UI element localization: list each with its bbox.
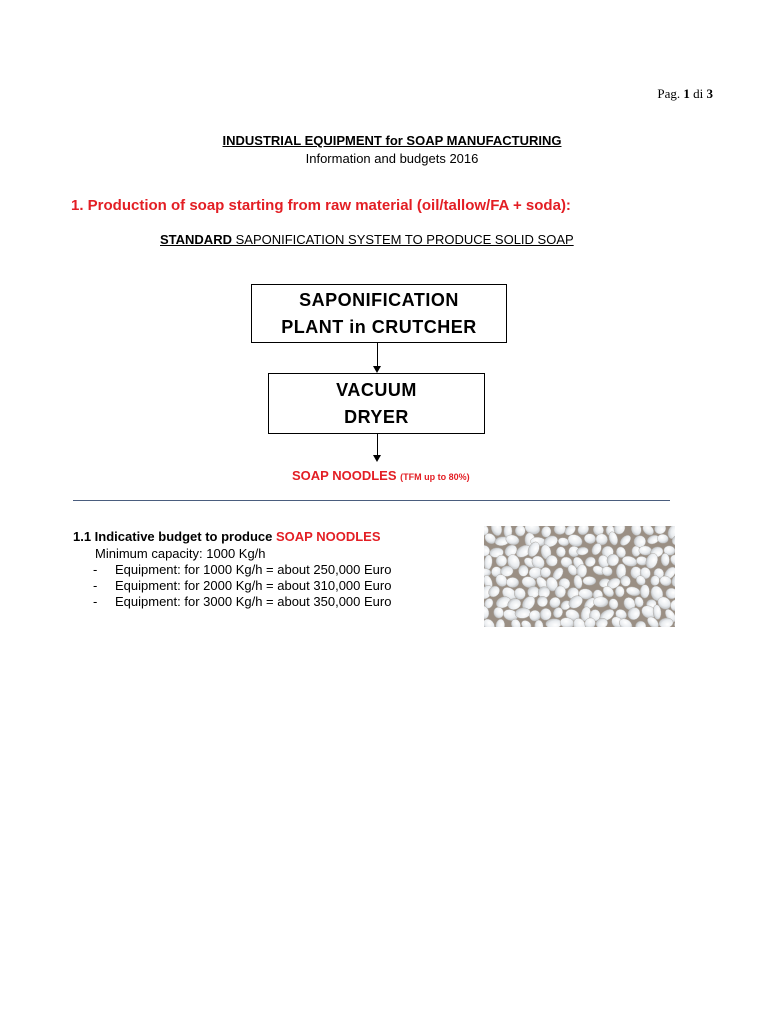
page-number [657,86,713,102]
box1-line2: PLANT in CRUTCHER [281,316,477,337]
box1-line1: SAPONIFICATION [299,289,459,310]
minimum-capacity: Minimum capacity: 1000 Kg/h [95,546,266,561]
list-dash: - [93,578,98,593]
document-title: INDUSTRIAL EQUIPMENT for SOAP MANUFACTURING [222,133,562,148]
section-divider [73,500,670,501]
standard-rest: SAPONIFICATION SYSTEM TO PRODUCE SOLID SOAP [231,232,574,247]
list-item [93,594,391,610]
soap-pellet [583,576,596,585]
flow-arrow-2-head [373,455,381,462]
page-prefix: Pag. [657,86,681,101]
list-item [93,578,391,594]
soap-pellet [593,597,608,608]
list-dash: - [93,594,98,609]
box2-line1: VACUUM [336,379,417,400]
list-item [93,562,391,578]
soap-pellet [518,565,528,577]
list-dash: - [93,562,98,577]
page-total: 3 [706,86,713,101]
output-label: SOAP NOODLES [292,468,401,483]
soap-noodles-output [292,468,470,483]
flow-arrow-1-head [373,366,381,373]
page-current: 1 [683,86,690,101]
budget-heading [73,529,381,544]
flow-arrow-1-line [377,343,378,366]
document-subtitle: Information and budgets 2016 [305,151,479,166]
vacuum-dryer-box [268,373,485,434]
standard-system-line [160,232,574,247]
standard-label: STANDARD [160,232,232,247]
page-sep: di [693,86,704,101]
list-item-text: Equipment: for 1000 Kg/h = about 250,000 Euro [115,562,392,577]
output-note: (TFM up to 80%) [400,472,470,482]
flow-arrow-2-line [377,434,378,455]
equipment-list [93,562,391,610]
soap-pellet [615,586,625,597]
list-item-text: Equipment: for 3000 Kg/h = about 350,000 Euro [115,594,392,609]
budget-heading-text: 1.1 Indicative budget to produce [73,529,276,544]
list-item-text: Equipment: for 2000 Kg/h = about 310,000 Euro [115,578,392,593]
soap-pellet [496,555,507,567]
budget-heading-red: SOAP NOODLES [275,529,381,544]
saponification-plant-box [251,284,507,343]
box2-line2: DRYER [344,406,409,427]
soap-noodles-image [484,526,675,627]
soap-noodles-photo [484,526,675,627]
section-1-heading: 1. Production of soap starting from raw material (oil/tallow/FA + soda): [71,197,571,214]
